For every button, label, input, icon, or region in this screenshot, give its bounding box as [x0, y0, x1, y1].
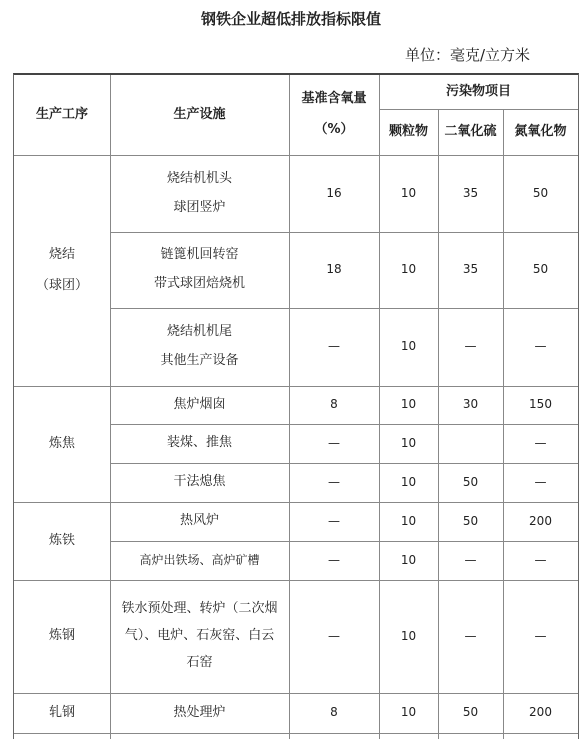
header-pm: 颗粒物: [388, 123, 428, 139]
process-label: 烧结: [48, 246, 75, 262]
process-coking: 炼焦: [48, 435, 75, 451]
facility-cell: 高炉出铁场、高炉矿槽: [139, 552, 260, 567]
nox-cell: —: [534, 628, 547, 643]
facility-cell: 热风炉: [179, 513, 219, 529]
nox-cell: 200: [529, 513, 552, 528]
nox-cell: —: [534, 474, 547, 489]
facility-line: 其他生产设备: [160, 353, 239, 368]
nox-cell: —: [534, 435, 547, 450]
facility-line: 链篦机回转窑: [160, 247, 239, 263]
facility-line: 带式球团焙烧机: [153, 276, 245, 291]
process-ironmaking: 炼铁: [48, 532, 75, 548]
nox-cell: —: [534, 339, 547, 354]
oxygen-cell: —: [328, 435, 340, 450]
process-sublabel: （球团）: [35, 277, 88, 293]
nox-cell: 200: [529, 705, 552, 720]
so2-cell: 50: [462, 474, 479, 489]
pm-cell: 10: [400, 474, 417, 489]
header-oxygen-line1: 基准含氧量: [301, 91, 367, 107]
pm-cell: 10: [400, 513, 417, 528]
header-facility: 生产设施: [173, 106, 226, 122]
process-sintering: [14, 155, 110, 386]
so2-cell: 50: [462, 705, 479, 720]
header-oxygen: [289, 75, 379, 155]
facility-line: 铁水预处理、转炉（二次烟: [121, 601, 278, 617]
facility-line: 石窑: [186, 654, 213, 670]
nox-cell: 150: [529, 397, 552, 412]
facility-line: 烧结机机尾: [166, 324, 232, 340]
facility-cell: [110, 232, 289, 308]
section-divider: [14, 733, 578, 734]
facility-cell: 焦炉烟囱: [173, 396, 226, 412]
oxygen-cell: —: [328, 513, 340, 528]
process-steelmaking: 炼钢: [48, 628, 75, 644]
oxygen-cell: —: [328, 628, 340, 643]
facility-line: 球团竖炉: [173, 199, 226, 215]
oxygen-cell: 16: [326, 185, 342, 200]
nox-cell: 50: [532, 185, 549, 200]
facility-line: 烧结机机头: [166, 170, 232, 186]
pm-cell: 10: [400, 339, 417, 354]
so2-cell: [438, 424, 503, 463]
oxygen-cell: —: [328, 552, 340, 567]
facility-line: 气）、电炉、石灰窑、白云: [124, 628, 275, 644]
unit-label: 单位：毫克/立方米: [404, 46, 530, 64]
pm-cell: 10: [400, 628, 417, 643]
pm-cell: 10: [400, 435, 417, 450]
oxygen-cell: —: [328, 339, 340, 354]
pm-cell: 10: [400, 185, 417, 200]
oxygen-cell: 8: [330, 705, 338, 720]
so2-cell: 35: [462, 185, 479, 200]
facility-cell: 装煤、推焦: [166, 435, 232, 451]
facility-cell: [110, 308, 289, 386]
header-oxygen-line2: （%）: [314, 122, 354, 137]
header-so2: 二氧化硫: [444, 123, 497, 139]
pm-cell: 10: [400, 552, 417, 567]
pm-cell: 10: [400, 705, 417, 720]
oxygen-cell: —: [328, 474, 340, 489]
header-process: 生产工序: [35, 106, 88, 122]
nox-cell: 50: [532, 262, 549, 277]
facility-cell: [110, 155, 289, 232]
facility-cell: 热处理炉: [173, 704, 226, 720]
so2-cell: —: [464, 552, 477, 567]
header-pollutant: 污染物项目: [445, 83, 511, 99]
so2-cell: —: [464, 339, 477, 354]
oxygen-cell: 18: [326, 262, 342, 277]
pm-cell: 10: [400, 262, 417, 277]
pm-cell: 10: [400, 397, 417, 412]
so2-cell: —: [464, 628, 477, 643]
page-title: 钢铁企业超低排放指标限值: [200, 10, 381, 28]
facility-cell: 干法熄焦: [173, 474, 226, 490]
header-nox: 氮氧化物: [514, 123, 567, 139]
emission-limits-table: [13, 73, 579, 739]
so2-cell: 35: [462, 262, 479, 277]
nox-cell: —: [534, 552, 547, 567]
so2-cell: 50: [462, 513, 479, 528]
process-rolling: 轧钢: [48, 704, 75, 720]
facility-cell: [110, 580, 289, 693]
so2-cell: 30: [462, 397, 479, 412]
oxygen-cell: 8: [330, 397, 338, 412]
